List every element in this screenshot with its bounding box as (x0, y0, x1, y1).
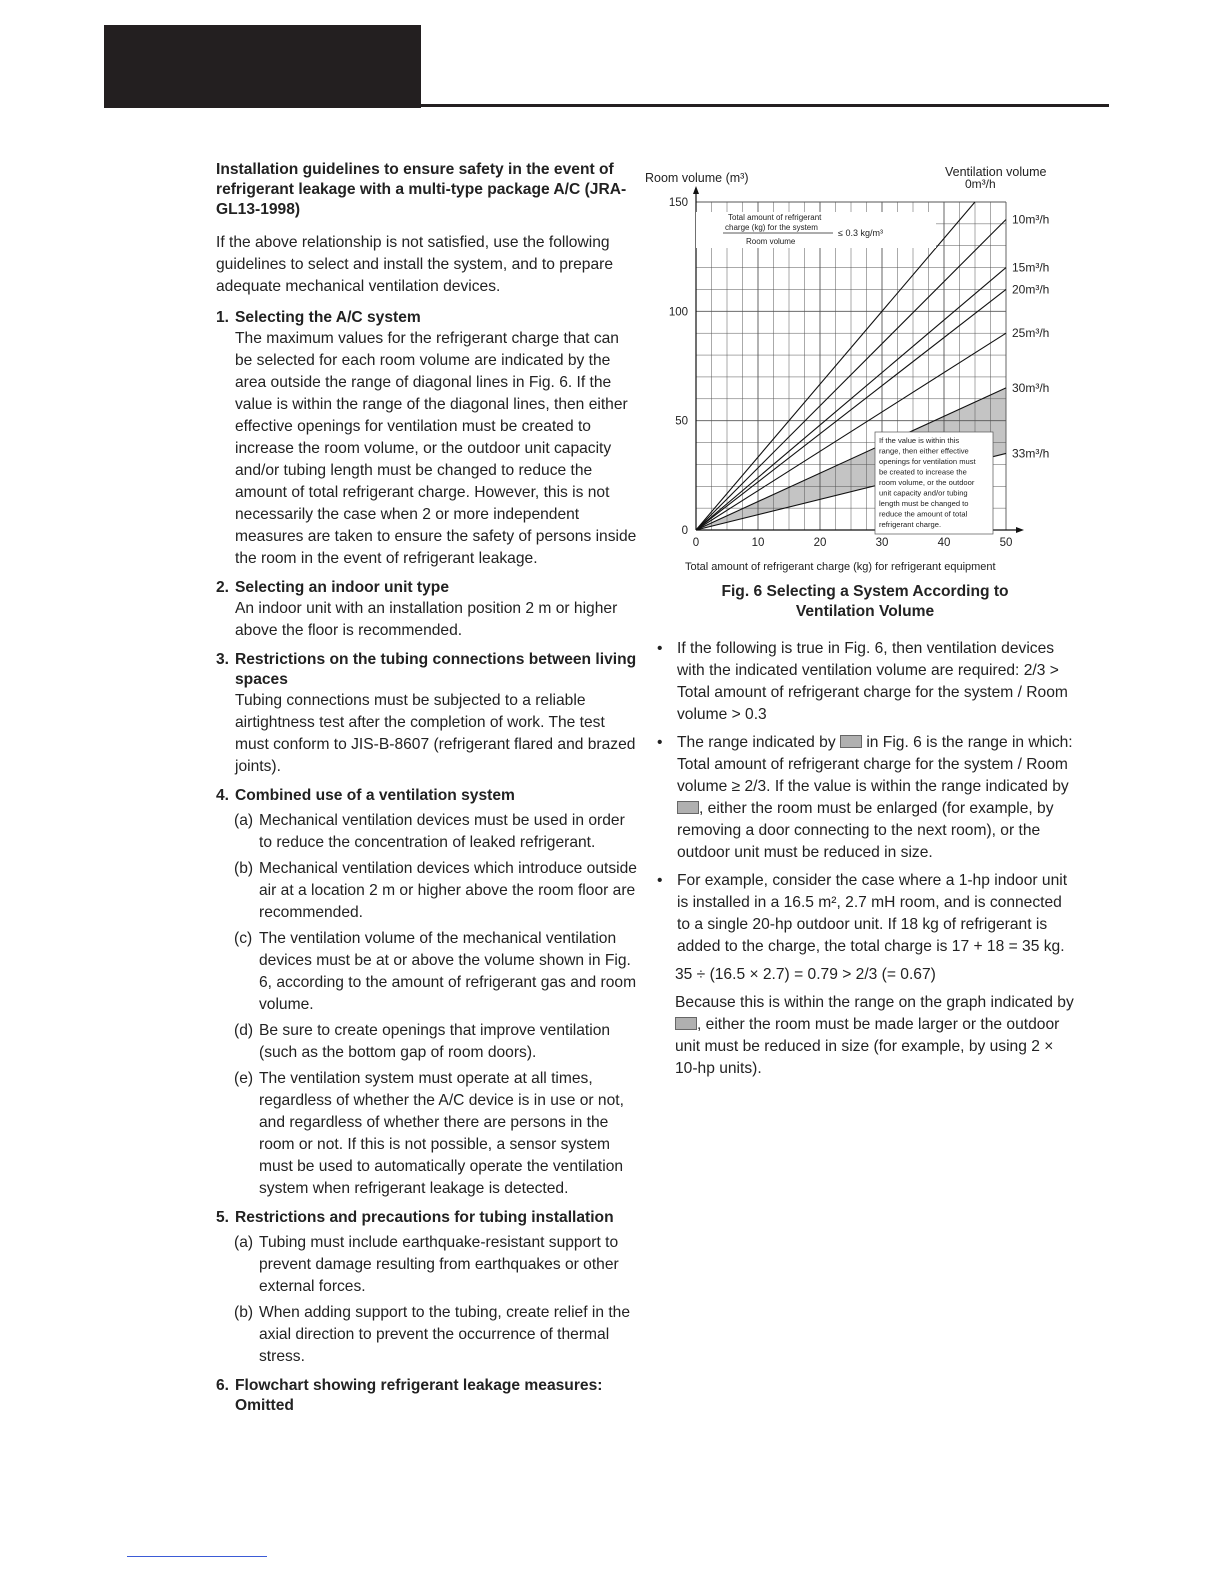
section-number: 1. (216, 309, 230, 326)
x-tick-label: 20 (813, 537, 827, 549)
section-title: Restrictions and precautions for tubing installation (235, 1209, 614, 1226)
section-body: The maximum values for the refrigerant charge that can be selected for each room volume are indicated by the area outside the range of diagonal lines in Fig. 6. If the value is within the range of the diagonal lines, then either effective openings for ventilation must be created to increase the room volume, or the outdoor unit capacity and/or tubing length must be changed to reduce the amount of total refrigerant charge. However, this is not necessarily the case when 2 or more independent measures are taken to ensure the safety of persons inside the room in the event of refrigerant leakage. (235, 330, 637, 567)
y-tick-label: 50 (675, 415, 688, 428)
item-letter: (c) (234, 930, 253, 947)
conclusion-part: , either the room must be made larger or the outdoor unit must be reduced in size (for example, by using 2 × 10-hp units). (675, 1016, 1060, 1077)
x-tick-label: 10 (751, 537, 765, 549)
figure-6-chart (643, 160, 1073, 580)
list-item (234, 928, 640, 1016)
item-text: The ventilation volume of the mechanical ventilation devices must be at or above the volume shown in Fig. 6, according to the amount of refrigerant gas and room volume. (259, 930, 637, 1013)
right-column (645, 160, 1075, 1086)
bullet-mark: • (657, 872, 663, 889)
section-number: 2. (216, 579, 230, 596)
note-line: openings for ventilation must (879, 457, 976, 466)
section-4 (216, 786, 640, 1200)
ratio-label-denominator: Room volume (746, 237, 796, 246)
list-item (234, 1302, 640, 1368)
calculation: 35 ÷ (16.5 × 2.7) = 0.79 > 2/3 (= 0.67) (675, 966, 936, 983)
bullet-item (655, 638, 1075, 726)
item-text: The ventilation system must operate at all times, regardless of whether the A/C device is in use or not, and regardless of whether there are persons in the room or not. If this is not possible, a sensor system must be used to automatically operate the ventilation system when refrigerant leakage is detected. (259, 1070, 624, 1197)
series-label: 30m³/h (1012, 380, 1050, 395)
x-tick-label: 50 (999, 537, 1013, 549)
section-5 (216, 1208, 640, 1368)
list-item (234, 1020, 640, 1064)
section-6 (216, 1376, 640, 1416)
note-line: room volume, or the outdoor (879, 478, 975, 487)
section-1 (216, 308, 640, 570)
series-label: 0m³/h (964, 177, 996, 191)
ratio-label-line2: charge (kg) for the system (725, 223, 818, 232)
bullet-mark: • (657, 734, 663, 751)
section-title: Selecting the A/C system (235, 309, 421, 326)
series-label: 10m³/h (1012, 212, 1050, 227)
list-item (234, 1068, 640, 1200)
caption-line-1: Fig. 6 Selecting a System According to (721, 583, 1009, 600)
note-line: reduce the amount of total (879, 509, 968, 519)
section-title: Restrictions on the tubing connections between living spaces (235, 651, 637, 688)
x-tick-label: 40 (937, 537, 951, 549)
header-rule (421, 104, 1109, 107)
section-title: Combined use of a ventilation system (235, 787, 515, 804)
item-text: When adding support to the tubing, create relief in the axial direction to prevent the occurrence of thermal stress. (259, 1304, 631, 1365)
item-letter: (d) (234, 1022, 254, 1039)
header-block (104, 25, 421, 108)
section-3 (216, 650, 640, 778)
section-number: 5. (216, 1209, 230, 1226)
left-column (216, 160, 640, 1424)
note-line: range, then either effective (879, 446, 969, 456)
section-body: An indoor unit with an installation position 2 m or higher above the floor is recommended. (235, 600, 618, 639)
item-text: Mechanical ventilation devices which introduce outside air at a location 2 m or higher above the room floor are recommended. (259, 860, 637, 921)
list-item (234, 810, 640, 854)
x-axis-label: Total amount of refrigerant charge (kg) for refrigerant equipment (685, 561, 996, 573)
bullet-text-part: The range indicated by (677, 734, 836, 751)
section-number: 6. (216, 1377, 230, 1394)
series-label: 20m³/h (1012, 282, 1050, 297)
conclusion-part: Because this is within the range on the graph indicated by (675, 994, 1074, 1011)
bullet-mark: • (657, 640, 663, 657)
item-letter: (e) (234, 1070, 254, 1087)
footer-link-underline (127, 1556, 267, 1557)
shade-swatch (840, 735, 862, 748)
bullet-text-part: in Fig. 6 is the range in which: Total amount of refrigerant charge for the system / Room volume ≥ 2/3. If the value is within the range indicated by (677, 734, 1073, 795)
item-text: Be sure to create openings that improve ventilation (such as the bottom gap of room doors). (259, 1022, 611, 1061)
item-letter: (b) (234, 860, 254, 877)
bullet-text: If the following is true in Fig. 6, then ventilation devices with the indicated ventilation volume are required: 2/3 > Total amount of refrigerant charge for the system / Room volume > 0.3 (677, 640, 1068, 723)
conclusion (675, 992, 1075, 1080)
bullet-text-part: , either the room must be enlarged (for example, by removing a door connecting to the next room), or the outdoor unit must be reduced in size. (677, 800, 1054, 861)
note-line: unit capacity and/or tubing (879, 488, 968, 498)
section-number: 4. (216, 787, 230, 804)
x-tick-label: 0 (692, 537, 700, 549)
section-number: 3. (216, 651, 230, 668)
shade-swatch (675, 1017, 697, 1030)
x-axis-arrow (1016, 527, 1024, 533)
item-letter: (a) (234, 812, 254, 829)
bullet-text: For example, consider the case where a 1-hp indoor unit is installed in a 16.5 m², 2.7 mH room, and is connected to a single 20-hp outdoor unit. If 18 kg of refrigerant is added to the charge, the total charge is 17 + 18 = 35 kg. (677, 872, 1068, 955)
bullet-text (677, 732, 1075, 864)
intro-paragraph: If the above relationship is not satisfied, use the following guidelines to select and install the system, and to prepare adequate mechanical ventilation devices. (216, 234, 614, 295)
item-letter: (a) (234, 1234, 254, 1251)
series-label: 15m³/h (1012, 260, 1050, 275)
caption-line-2: Ventilation Volume (795, 603, 935, 620)
bullet-item (655, 870, 1075, 958)
guideline-title: Installation guidelines to ensure safety in the event of refrigerant leakage with a multi-type package A/C (JRA-GL13-1998) (216, 161, 627, 218)
y-tick-label: 100 (668, 306, 688, 319)
note-line: be created to increase the (879, 467, 967, 477)
ventilation-chart-svg (643, 160, 1073, 580)
item-text: Tubing must include earthquake-resistant support to prevent damage resulting from earthquakes or other external forces. (259, 1234, 619, 1295)
ratio-label-relation: ≤ 0.3 kg/m³ (838, 228, 883, 238)
item-text: Mechanical ventilation devices must be used in order to reduce the concentration of leaked refrigerant. (259, 812, 625, 851)
section-title: Flowchart showing refrigerant leakage measures: Omitted (235, 1377, 603, 1414)
y-tick-label: 150 (668, 197, 688, 209)
item-letter: (b) (234, 1304, 254, 1321)
bullet-item (655, 732, 1075, 864)
section-title: Selecting an indoor unit type (235, 579, 449, 596)
section-2 (216, 578, 640, 642)
note-line: length must be changed to (879, 499, 969, 508)
list-item (234, 858, 640, 924)
section-body: Tubing connections must be subjected to a reliable airtightness test after the completion of work. The test must conform to JIS-B-8607 (refrigerant flared and brazed joints). (235, 692, 636, 775)
list-item (234, 1232, 640, 1298)
y-tick-label: 0 (681, 525, 688, 537)
shade-swatch (677, 801, 699, 814)
x-tick-label: 30 (875, 537, 889, 549)
series-label: 33m³/h (1012, 446, 1050, 461)
note-line: If the value is within this (879, 436, 960, 445)
legend-title: Ventilation volume (945, 165, 1047, 179)
y-axis-arrow (693, 186, 699, 194)
ratio-label-line1: Total amount of refrigerant (728, 213, 822, 222)
series-label: 25m³/h (1012, 326, 1050, 341)
note-line: refrigerant charge. (879, 520, 942, 529)
figure-caption (655, 582, 1075, 622)
y-axis-label: Room volume (m³) (645, 171, 749, 185)
